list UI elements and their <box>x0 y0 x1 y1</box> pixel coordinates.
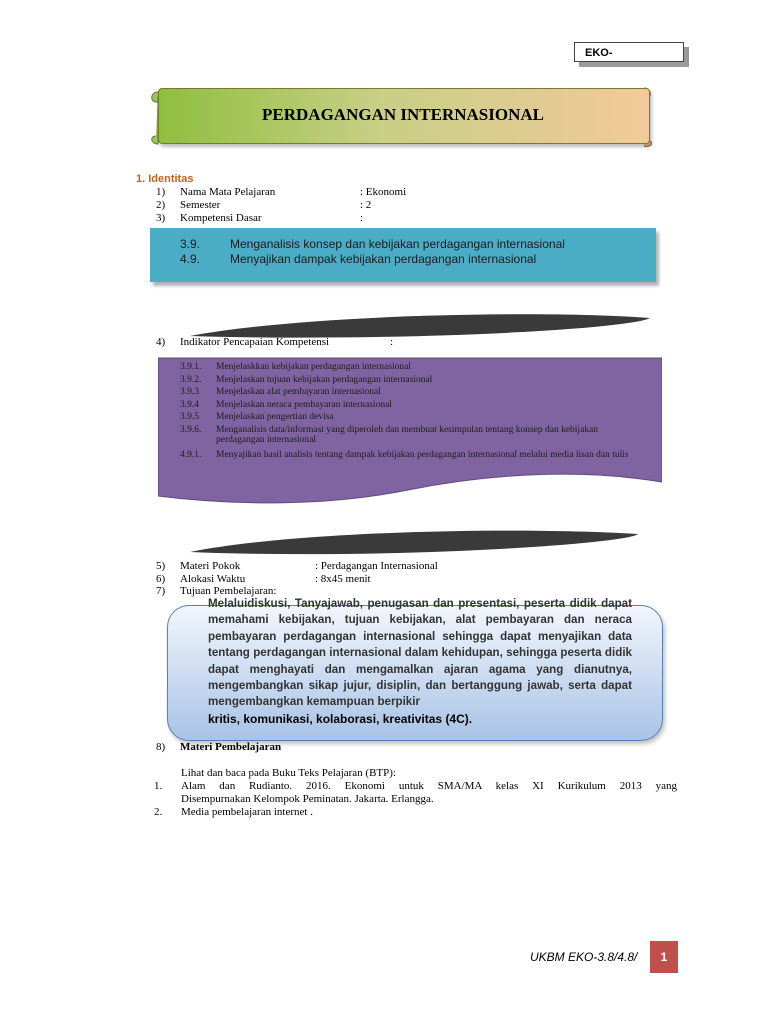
reference-number: 2. <box>154 806 163 818</box>
row-number: 2) <box>156 199 166 211</box>
indikator-code: 3.9.1. <box>180 362 202 372</box>
document-code-tag: EKO- <box>574 42 684 62</box>
page-title: PERDAGANGAN INTERNASIONAL <box>262 105 544 124</box>
materi-pembelajaran-row <box>156 741 281 753</box>
row-label: Tujuan Pembelajaran: <box>180 585 277 597</box>
kd-item <box>180 237 565 251</box>
row-value: : 2 <box>360 199 372 211</box>
row-value: : Ekonomi <box>360 186 407 198</box>
alokasi-waktu-row <box>156 573 371 585</box>
indikator-item <box>180 387 636 397</box>
row-label: Materi Pembelajaran <box>180 741 282 753</box>
materi-pokok-row <box>156 560 438 572</box>
row-label: Nama Mata Pelajaran <box>180 186 276 198</box>
indikator-label-row <box>156 336 393 348</box>
indikator-text: Menjelaskan tujuan kebijakan perdagangan internasional <box>216 374 433 385</box>
kd-text: Menganalisis konsep dan kebijakan perdagangan internasional <box>230 237 565 251</box>
indikator-code: 3.9.4 <box>180 399 199 410</box>
indikator-text: Menjelaskkan kebijakan perdagangan internasional <box>216 362 411 372</box>
row-number: 3) <box>156 212 166 224</box>
row-value: : 8x45 menit <box>315 573 371 585</box>
indikator-item <box>180 412 636 422</box>
indikator-item <box>180 400 636 410</box>
tujuan-text <box>208 596 632 728</box>
identitas-row <box>156 212 363 224</box>
row-number: 1) <box>156 186 166 198</box>
tujuan-paragraph: Melaluidiskusi, Tanyajawab, penugasan dan presentasi, peserta didik dapat memahami kebijakan, tujuan kebijakan, alat pembayaran dan neraca pembayaran perdagangan internasional sehingga dapat menyajikan data tentang perdagangan internasional dalam kehidupan, sehingga peserta didik dapat menghayati dan mengamalkan ajaran agama yang dianutnya, mengembangkan sikap jujur, disiplin, dan bertanggung jawab, serta dapat mengembangkan kemampuan berpikir <box>208 597 632 709</box>
kd-text: Menyajikan dampak kebijakan perdagangan internasional <box>230 252 537 266</box>
row-label: Semester <box>180 199 221 211</box>
reference-number: 1. <box>154 780 163 792</box>
indikator-code: 4.9.1. <box>180 450 202 460</box>
tujuan-4c-line: kritis, komunikasi, kolaborasi, kreativitas (4C). <box>208 711 473 726</box>
indikator-code: 3.9.6. <box>180 425 202 435</box>
row-number: 4) <box>156 336 166 348</box>
title-banner <box>148 84 654 148</box>
indikator-text: Menjelaskan pengertian devisa <box>216 412 334 422</box>
kd-item <box>180 252 536 266</box>
kd-code: 3.9. <box>180 237 201 251</box>
indikator-box <box>158 356 662 506</box>
indikator-item <box>180 362 636 372</box>
row-value: : <box>360 212 364 224</box>
indikator-item <box>180 375 636 385</box>
reference-line: Disempurnakan Kelompok Peminatan. Jakarta. Erlangga. <box>181 793 434 805</box>
row-value: : <box>390 336 394 348</box>
indikator-text: Menjelaskan neraca pembayaran internasional <box>216 399 392 410</box>
kd-code: 4.9. <box>180 252 201 266</box>
ellipse-divider <box>188 526 642 560</box>
row-number: 6) <box>156 573 166 585</box>
row-number: 7) <box>156 585 166 597</box>
row-number: 5) <box>156 560 166 572</box>
indikator-code: 3.9.2. <box>180 374 202 385</box>
page-number: 1 <box>650 941 678 973</box>
row-label: Materi Pokok <box>180 560 241 572</box>
reference-line: Alam dan Rudianto. 2016. Ekonomi untuk SMA/MA kelas XI Kurikulum 2013 yang <box>181 780 677 792</box>
indikator-text: Menyajikan hasil analisis tentang dampak kebijakan perdagangan internasional melalui media lisan dan tulis <box>216 450 629 460</box>
row-label: Indikator Pencapaian Kompetensi <box>180 336 330 348</box>
identitas-row <box>156 199 371 211</box>
identitas-row <box>156 186 406 198</box>
row-value: : Perdagangan Internasional <box>315 560 438 572</box>
row-label: Kompetensi Dasar <box>180 212 262 224</box>
kompetensi-dasar-box <box>150 228 656 282</box>
indikator-text: Menjelaskan alat pembayaran internasional <box>216 387 381 397</box>
indikator-code: 3.9.3 <box>180 387 199 397</box>
identitas-heading: 1. Identitas <box>136 173 194 185</box>
indikator-code: 3.9.5 <box>180 412 199 422</box>
indikator-text: Menganalisis data/informasi yang diperoleh dan membuat kesimpulan tentang konsep dan kebijakan perdagangan internasional <box>216 425 599 445</box>
reference-line: Media pembelajaran internet . <box>181 806 313 818</box>
footer-code: UKBM EKO-3.8/4.8/ <box>530 950 638 964</box>
indikator-item <box>180 425 636 445</box>
indikator-item <box>180 450 636 460</box>
row-number: 8) <box>156 741 166 753</box>
materi-intro: Lihat dan baca pada Buku Teks Pelajaran (BTP): <box>181 767 396 779</box>
row-label: Alokasi Waktu <box>180 573 246 585</box>
